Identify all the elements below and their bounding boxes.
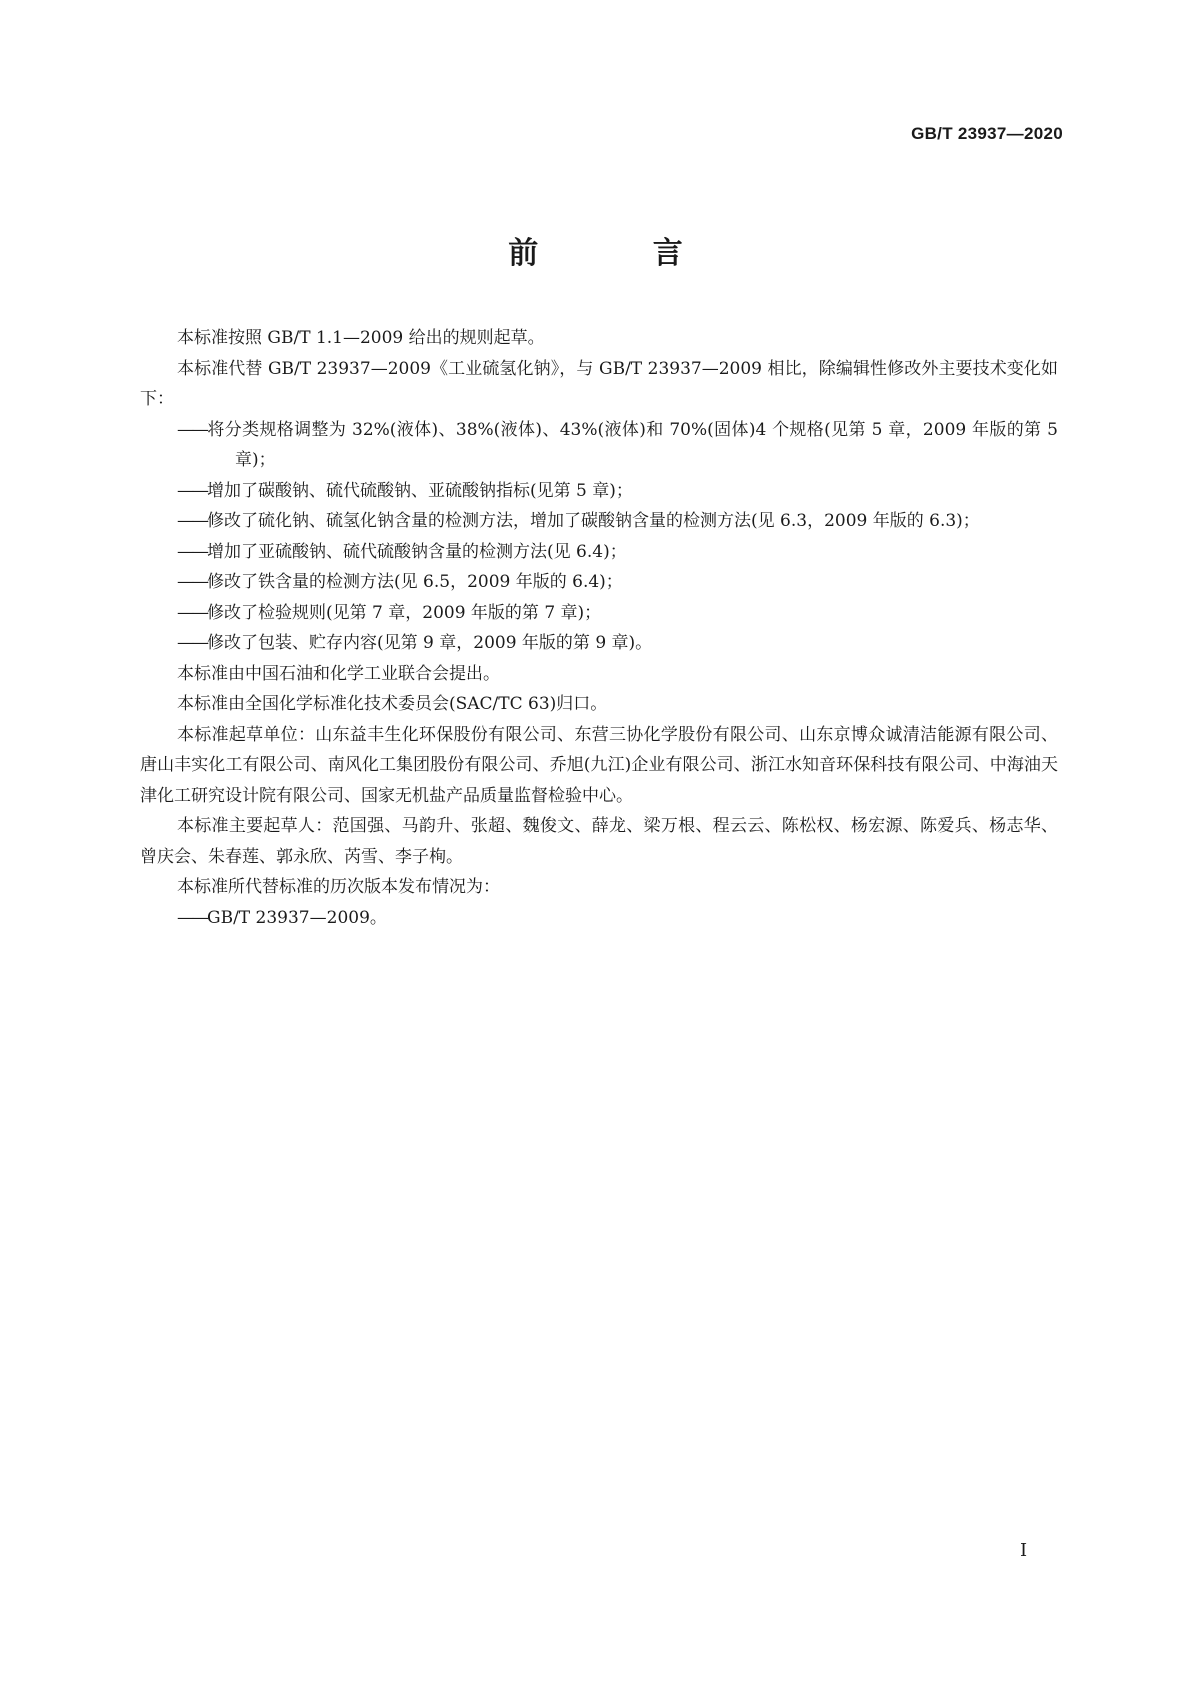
change-item-text: 增加了碳酸钠、硫代硫酸钠、亚硫酸钠指标(见第 5 章)； [207, 480, 633, 501]
change-item [140, 598, 1058, 629]
change-item-text: 增加了亚硫酸钠、硫代硫酸钠含量的检测方法(见 6.4)； [207, 541, 627, 562]
change-item-text: 修改了检验规则(见第 7 章，2009 年版的第 7 章)； [207, 602, 602, 623]
paragraph-replacement: 本标准代替 GB/T 23937—2009《工业硫氢化钠》，与 GB/T 23937—2009 相比，除编辑性修改外主要技术变化如下： [140, 358, 1058, 409]
paragraph-proposer: 本标准由中国石油和化学工业联合会提出。 [177, 663, 500, 684]
list-dash: —— [177, 419, 207, 440]
change-item [140, 537, 1058, 568]
list-dash: —— [177, 511, 207, 531]
list-dash: —— [177, 602, 207, 623]
list-dash: —— [177, 633, 207, 653]
list-dash: —— [177, 907, 207, 928]
paragraph-drafting-rules: 本标准按照 GB/T 1.1—2009 给出的规则起草。 [177, 328, 545, 348]
history-item [140, 903, 1058, 934]
history-item-text: GB/T 23937—2009。 [207, 907, 387, 928]
list-dash: —— [177, 572, 207, 592]
change-item [140, 567, 1058, 598]
change-item-text: 修改了硫化钠、硫氢化钠含量的检测方法，增加了碳酸钠含量的检测方法(见 6.3，2009 年版的 6.3)； [207, 511, 980, 531]
foreword-body [140, 323, 1058, 933]
page-number: I [1020, 1540, 1028, 1561]
change-item-text: 将分类规格调整为 32%(液体)、38%(液体)、43%(液体)和 70%(固体)4 个规格(见第 5 章，2009 年版的第 5 章)； [207, 419, 1058, 470]
paragraph-drafting-units: 本标准起草单位：山东益丰生化环保股份有限公司、东营三协化学股份有限公司、山东京博众诚清洁能源有限公司、唐山丰实化工有限公司、南风化工集团股份有限公司、乔旭(九江)企业有限公司、浙江水知音环保科技有限公司、中海油天津化工研究设计院有限公司、国家无机盐产品质量监督检验中心。 [140, 724, 1058, 806]
paragraph-drafters: 本标准主要起草人：范国强、马韵升、张超、魏俊文、薛龙、梁万根、程云云、陈松权、杨宏源、陈爱兵、杨志华、曾庆会、朱春莲、郭永欣、芮雪、李子栒。 [140, 816, 1058, 867]
paragraph-history-intro: 本标准所代替标准的历次版本发布情况为： [177, 877, 500, 897]
page-title: 前 言 [508, 236, 735, 271]
paragraph-committee: 本标准由全国化学标准化技术委员会(SAC/TC 63)归口。 [177, 694, 608, 714]
list-dash: —— [177, 541, 207, 562]
change-item [140, 476, 1058, 507]
change-item-text: 修改了铁含量的检测方法(见 6.5，2009 年版的 6.4)； [207, 572, 623, 592]
change-item-text: 修改了包装、贮存内容(见第 9 章，2009 年版的第 9 章)。 [207, 633, 653, 653]
change-item [140, 628, 1058, 659]
change-item [140, 415, 1058, 476]
list-dash: —— [177, 480, 207, 501]
standard-code: GB/T 23937—2020 [911, 124, 1063, 143]
change-item [140, 506, 1058, 537]
